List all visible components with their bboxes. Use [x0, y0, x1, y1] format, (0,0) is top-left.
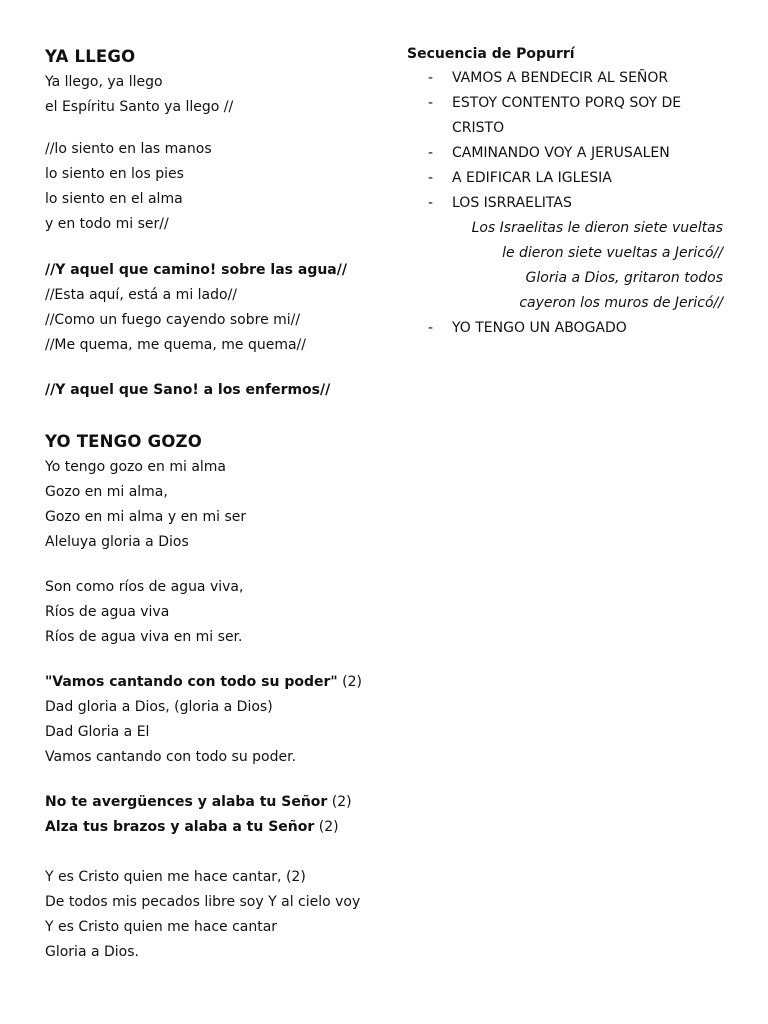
repeat-marker: (2): [314, 819, 339, 835]
lyric-line-bold: //Y aquel que Sano! a los enfermos//: [45, 382, 331, 398]
lyric-line: [45, 815, 385, 840]
list-item: [407, 66, 737, 91]
repeat-marker: (2): [327, 794, 352, 810]
right-column: [407, 43, 737, 341]
lyric-line: Yo tengo gozo en mi alma: [45, 459, 227, 475]
lyric-line: Vamos cantando con todo su poder.: [45, 749, 297, 765]
list-item: [407, 316, 737, 341]
list-item-label: CAMINANDO VOY A JERUSALEN: [452, 145, 670, 161]
lyric-bold-text: No te avergüences y alaba tu Señor: [45, 794, 328, 810]
lyric-line: Gozo en mi alma,: [45, 484, 168, 500]
list-item-label: A EDIFICAR LA IGLESIA: [452, 170, 612, 186]
lyric-line: lo siento en el alma: [45, 191, 183, 207]
israelitas-lyric-line: cayeron los muros de Jericó//: [519, 295, 723, 311]
list-item-label: ESTOY CONTENTO PORQ SOY DE CRISTO: [452, 95, 682, 136]
lyric-line: Dad Gloria a El: [45, 724, 150, 740]
lyric-line: Ríos de agua viva: [45, 604, 170, 620]
dash-bullet: -: [428, 170, 434, 186]
list-item: [407, 141, 737, 166]
chorus-title: "Vamos cantando con todo su poder": [45, 674, 338, 690]
list-item-label: VAMOS A BENDECIR AL SEÑOR: [452, 70, 669, 86]
dash-bullet: -: [428, 145, 434, 161]
lyric-line: //Esta aquí, está a mi lado//: [45, 287, 238, 303]
list-item: [407, 166, 737, 191]
left-column: [45, 44, 385, 965]
list-item-label: LOS ISRRAELITAS: [452, 195, 572, 211]
lyric-line: Gozo en mi alma y en mi ser: [45, 509, 247, 525]
lyric-line: Y es Cristo quien me hace cantar, (2): [45, 869, 306, 885]
dash-bullet: -: [428, 70, 434, 86]
lyric-line: [45, 790, 385, 815]
lyric-line: Son como ríos de agua viva,: [45, 579, 244, 595]
israelitas-lyric-line: Los Israelitas le dieron siete vueltas: [471, 220, 723, 236]
dash-bullet: -: [428, 195, 434, 211]
israelitas-lyric-line: le dieron siete vueltas a Jericó//: [502, 245, 723, 261]
lyric-line: //Como un fuego cayendo sobre mi//: [45, 312, 301, 328]
lyric-line: //lo siento en las manos: [45, 141, 212, 157]
lyric-bold-text: Alza tus brazos y alaba a tu Señor: [45, 819, 315, 835]
lyric-line: De todos mis pecados libre soy Y al cielo voy: [45, 894, 361, 910]
song-title-yo-tengo-gozo: YO TENGO GOZO: [45, 432, 202, 451]
lyric-line: lo siento en los pies: [45, 166, 184, 182]
lyric-line: el Espíritu Santo ya llego //: [45, 99, 234, 115]
list-item: [407, 91, 737, 141]
dash-bullet: -: [428, 320, 434, 336]
repeat-marker: (2): [337, 674, 362, 690]
list-item-label: YO TENGO UN ABOGADO: [452, 320, 627, 336]
lyric-line-chorus: [45, 670, 385, 695]
lyric-line: //Me quema, me quema, me quema//: [45, 337, 306, 353]
israelitas-lyric-line: Gloria a Dios, gritaron todos: [525, 270, 723, 286]
lyric-line: Ya llego, ya llego: [45, 74, 163, 90]
lyric-line: Y es Cristo quien me hace cantar: [45, 919, 278, 935]
lyric-line: y en todo mi ser//: [45, 216, 169, 232]
lyric-line-bold: //Y aquel que camino! sobre las agua//: [45, 262, 347, 278]
lyric-line: Dad gloria a Dios, (gloria a Dios): [45, 699, 273, 715]
dash-bullet: -: [428, 95, 434, 111]
lyric-line: Gloria a Dios.: [45, 944, 139, 960]
lyric-line: Ríos de agua viva en mi ser.: [45, 629, 243, 645]
list-item: [407, 191, 737, 216]
song-title-ya-llego: YA LLEGO: [45, 47, 136, 66]
lyric-line: Aleluya gloria a Dios: [45, 534, 189, 550]
sequence-title: Secuencia de Popurrí: [407, 46, 575, 62]
